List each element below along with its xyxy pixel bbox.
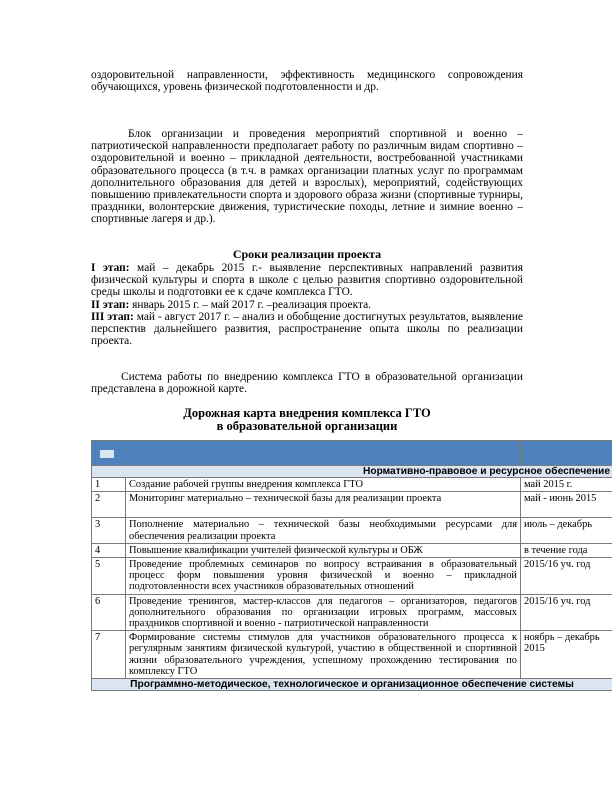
row-activity: Проведение тренингов, мастер-классов для педагогов – организаторов, педагогов дополнительного образования по организации игровых программ, массовых праздников спортивной и военно - патриотической направленности [126,594,521,631]
header-marker [100,450,114,458]
row-activity: Формирование системы стимулов для участников образовательного процесса к регулярным занятиям физической культурой, участию в общественной и спортивной жизни образовательного учреждения, успешному прохождению тестирования по комплексу ГТО [126,631,521,679]
row-date: май 2015 г. [521,478,612,492]
section-title-1: Нормативно-правовое и ресурсное обеспечение [92,466,612,478]
intro-paragraph-1: оздоровительной направленности, эффективность медицинского сопровождения обучающихся, уровень физической подготовленности и др. [91,69,523,94]
stage-2-text: январь 2015 г. – май 2017 г. –реализация проекта. [129,298,372,311]
header-cell-activity [126,441,521,466]
row-date: 2015/16 уч. год [521,558,612,595]
row-activity: Мониторинг материально – технической базы для реализации проекта [126,492,521,518]
row-activity: Создание рабочей группы внедрения комплекса ГТО [126,478,521,492]
roadmap-title-line-1: Дорожная карта внедрения комплекса ГТО [183,406,431,420]
row-date: июль – декабрь [521,518,612,543]
table-row [92,594,612,631]
table-header-row [92,441,612,466]
roadmap-title-line-2: в образовательной организации [216,419,398,433]
project-stages [91,262,523,347]
stage-2 [91,299,523,311]
stage-3-text: май - август 2017 г. – анализ и обобщение достигнутых результатов, выявление перспектив дальнейшего развития, распространение опыта школы по реализации проекта. [91,310,523,348]
table-row [92,631,612,679]
table-row [92,558,612,595]
stage-1-text: май – декабрь 2015 г.- выявление перспективных направлений развития физической культуры и спорта в школе с целью развития спортивно оздоровительной среды школы и подготовки ее к сдаче комплекса ГТО. [91,262,524,299]
row-number: 6 [92,594,126,631]
section-title-2: Программно-методическое, технологическое и организационное обеспечение системы [92,679,612,691]
table-row [92,518,612,543]
row-number: 1 [92,478,126,492]
stage-1-label: I этап: [91,262,130,274]
table-row [92,543,612,557]
row-number: 3 [92,518,126,543]
stage-3-label: III этап: [91,310,134,323]
row-activity: Проведение проблемных семинаров по вопросу встраивания в образовательный процесс форм повышения уровня физической и военно – прикладной подготовленности всех участников образовательных отношений [126,558,521,595]
table-row [92,478,612,492]
row-number: 7 [92,631,126,679]
roadmap-table [91,440,612,691]
stage-3 [91,311,523,348]
row-activity: Пополнение материально – технической базы необходимыми ресурсами для обеспечения реализации проекта [126,518,521,543]
row-date: 2015/16 уч. год [521,594,612,631]
section-row-2 [92,679,612,691]
intro-paragraph-2: Блок организации и проведения мероприятий спортивной и военно – патриотической направленности предполагает работу по различным видам спортивно – оздоровительной и военно – прикладной деятельности, востребованной участниками образовательного процесса (в т.ч. в рамках организации платных услуг по программам дополнительного образования для детей и взрослых), мероприятий, содействующих повышению привлекательности спорта и здорового образа жизни (спортивные турниры, праздники, волонтерские движения, туристические походы, летние и зимние военно – спортивные лагеря и др.). [91,128,523,226]
stage-2-label: II этап: [91,298,130,311]
roadmap-intro: Система работы по внедрению комплекса ГТО в образовательной организации представлена в дорожной карте. [91,371,523,396]
table-row [92,492,612,518]
terms-title: Сроки реализации проекта [232,247,382,261]
section-row-1 [92,466,612,478]
row-date: в течение года [521,543,612,557]
stage-1 [91,262,523,299]
row-activity: Повышение квалификации учителей физической культуры и ОБЖ [126,543,521,557]
row-number: 4 [92,543,126,557]
header-cell-number [92,441,126,466]
row-date: ноябрь – декабрь 2015 [521,631,612,679]
header-cell-date [521,441,612,466]
roadmap-title [91,407,523,433]
row-date: май - июнь 2015 [521,492,612,518]
row-number: 2 [92,492,126,518]
row-number: 5 [92,558,126,595]
